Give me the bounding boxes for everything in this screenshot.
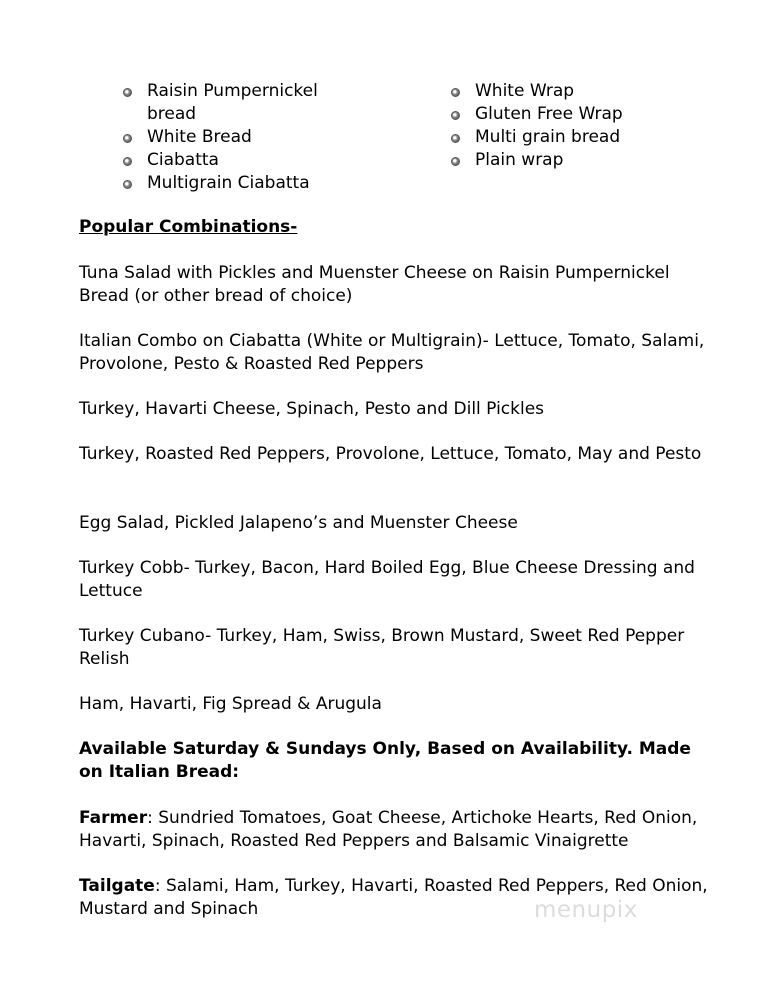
bullet-icon <box>451 134 460 143</box>
bread-option: Gluten Free Wrap <box>475 104 623 124</box>
bullet-icon <box>451 157 460 166</box>
special-description: : Salami, Ham, Turkey, Havarti, Roasted Red Peppers, Red Onion, Mustard and Spinach <box>79 876 708 919</box>
list-item <box>450 126 710 149</box>
bullet-icon <box>123 157 132 166</box>
combo-item: Italian Combo on Ciabatta (White or Multigrain)- Lettuce, Tomato, Salami, Provolone, Pesto & Roasted Red Peppers <box>79 331 705 374</box>
watermark-logo: menupix <box>534 897 638 923</box>
special-name: Tailgate <box>79 876 155 896</box>
bread-option: White Wrap <box>475 81 575 101</box>
combo-item: Turkey, Havarti Cheese, Spinach, Pesto and Dill Pickles <box>79 399 545 419</box>
special-item-farmer <box>79 807 719 853</box>
combo-item: Turkey, Roasted Red Peppers, Provolone, Lettuce, Tomato, May and Pesto <box>79 444 702 464</box>
combo-item: Ham, Havarti, Fig Spread & Arugula <box>79 694 382 714</box>
weekend-specials-heading: Available Saturday & Sundays Only, Based on Availability. Made on Italian Bread: <box>79 739 691 782</box>
bullet-icon <box>451 88 460 97</box>
bread-option: Raisin Pumpernickel bread <box>147 81 318 124</box>
bread-option: White Bread <box>147 127 252 147</box>
bread-option: Multi grain bread <box>475 127 621 147</box>
combo-item: Tuna Salad with Pickles and Muenster Cheese on Raisin Pumpernickel Bread (or other bread of choice) <box>79 263 670 306</box>
bullet-icon <box>123 134 132 143</box>
bread-list-left <box>122 80 372 195</box>
list-item <box>122 126 372 149</box>
list-item <box>450 149 710 172</box>
special-name: Farmer <box>79 808 148 828</box>
combo-item: Turkey Cubano- Turkey, Ham, Swiss, Brown Mustard, Sweet Red Pepper Relish <box>79 626 685 669</box>
list-item <box>450 103 710 126</box>
list-item <box>450 80 710 103</box>
bread-option: Plain wrap <box>475 150 564 170</box>
bullet-icon <box>123 180 132 189</box>
bread-option: Ciabatta <box>147 150 219 170</box>
list-item <box>122 149 372 172</box>
bread-list-right <box>450 80 710 172</box>
bullet-icon <box>123 88 132 97</box>
combo-item: Egg Salad, Pickled Jalapeno’s and Muenster Cheese <box>79 513 518 533</box>
bread-option: Multigrain Ciabatta <box>147 173 310 193</box>
popular-combinations-heading: Popular Combinations- <box>79 217 298 237</box>
bullet-icon <box>451 111 460 120</box>
combo-item: Turkey Cobb- Turkey, Bacon, Hard Boiled Egg, Blue Cheese Dressing and Lettuce <box>79 558 695 601</box>
list-item <box>122 172 372 195</box>
list-item <box>122 80 372 126</box>
special-description: : Sundried Tomatoes, Goat Cheese, Artichoke Hearts, Red Onion, Havarti, Spinach, Roasted Red Peppers and Balsamic Vinaigrette <box>79 808 698 851</box>
